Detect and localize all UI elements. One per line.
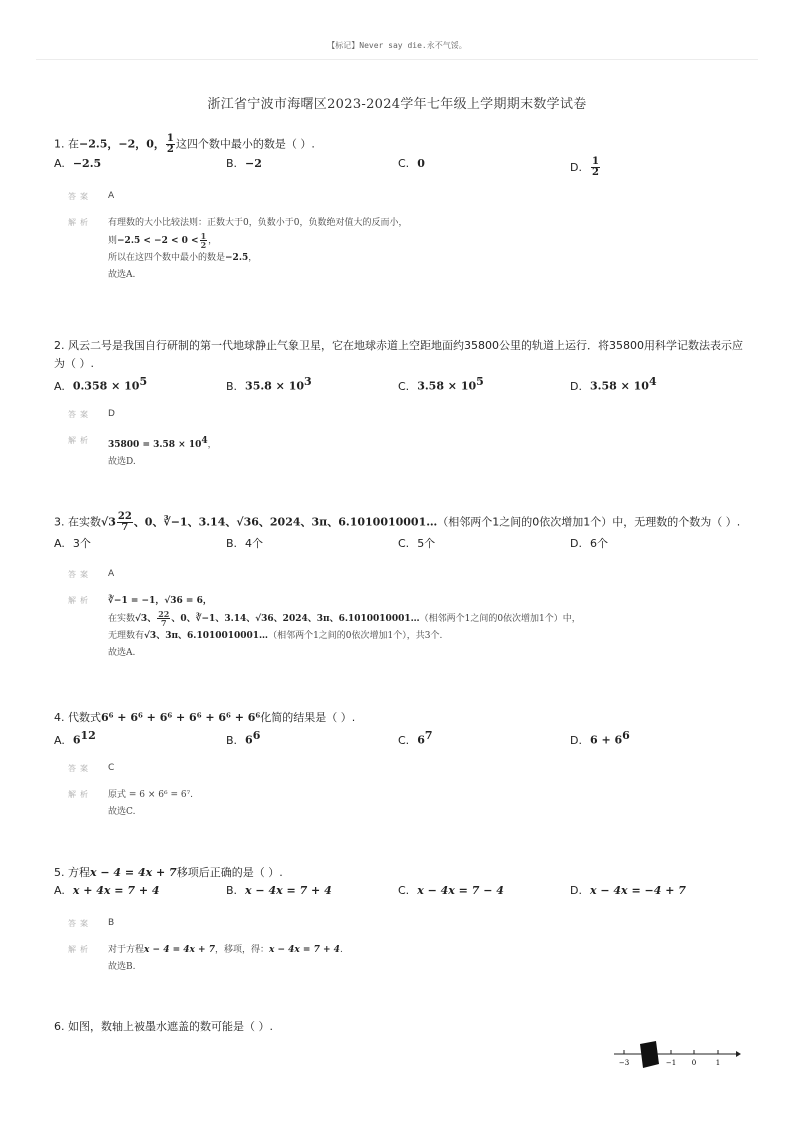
fraction: $\frac{1}{2}$: [166, 133, 174, 155]
option-d[interactable]: D. $3.58 \times 10^4$: [570, 375, 657, 393]
answer-label: 答案: [68, 764, 92, 773]
option-c[interactable]: C. 5个: [398, 537, 436, 550]
explanation-label: 解析: [68, 945, 92, 954]
option-b[interactable]: B. 4个: [226, 537, 264, 550]
option-a[interactable]: A. x + 4x = 7 + 4: [54, 884, 160, 897]
explanation: 解析 $35800 = 3.58 \times 10^4$， 故选D.: [68, 436, 217, 467]
question-4: [54, 709, 754, 821]
explanation-label: 解析: [68, 596, 92, 605]
option-b[interactable]: B. $35.8 \times 10^3$: [226, 375, 312, 393]
option-b[interactable]: B. x − 4x = 7 + 4: [226, 884, 332, 897]
option-d[interactable]: D. $\frac{1}{2}$: [570, 156, 599, 178]
page-title: 浙江省宁波市海曙区2023-2024学年七年级上学期期末数学试卷: [207, 97, 587, 112]
arrow-right-icon: [736, 1051, 741, 1057]
explanation: 解析 有理数的大小比较法则：正数大于0，负数小于0，负数绝对值大的反而小， 则−2.5 < −2 < 0 < $\frac{1}{2}$ ， 所以在这四个数中最小的数是−2.5， 故选A.: [68, 218, 408, 280]
explanation-label: 解析: [68, 436, 92, 445]
options-row: [54, 535, 754, 555]
option-a[interactable]: A. $6^{12}$: [54, 729, 96, 747]
question-stem: 2. 风云二号是我国自行研制的第一代地球静止气象卫星，它在地球赤道上空距地面约35800公里的轨道上运行．将35800用科学记数法表示应为（ ）.: [54, 339, 743, 370]
question-stem: 1. 在−2.5，−2，0， $\frac{1}{2}$ 这四个数中最小的数是（ ）.: [54, 133, 315, 155]
header-divider: [36, 59, 758, 60]
question-stem: 6. 如图，数轴上被墨水遮盖的数可能是（ ）.: [54, 1020, 273, 1033]
answer-label: 答案: [68, 570, 92, 579]
question-2: [54, 337, 754, 471]
answer-label: 答案: [68, 192, 92, 201]
explanation: 解析 ∛−1 = −1，√36 = 6， 在实数√3、 $\frac{22}{7}$ 、0、∛−1、3.14、√36、2024、3π、6.1010010001…（相邻两个1之间的0依次增加1个）中， 无理数有√3、3π、6.1010010001…（相邻两个1之间的0依次增加1个），共3个. 故选A.: [68, 596, 581, 658]
option-c[interactable]: C. $6^7$: [398, 729, 433, 747]
options-row: [54, 375, 754, 395]
option-d[interactable]: D. 6个: [570, 537, 608, 550]
option-b[interactable]: B. $6^6$: [226, 729, 261, 747]
options-row: [54, 157, 754, 177]
option-c[interactable]: C. 0: [398, 157, 425, 170]
question-stem: 5. 方程x − 4 = 4x + 7移项后正确的是（ ）.: [54, 866, 283, 879]
option-a[interactable]: A. $0.358 \times 10^5$: [54, 375, 148, 393]
option-d[interactable]: D. x − 4x = −4 + 7: [570, 884, 686, 897]
explanation: 解析 对于方程x − 4 = 4x + 7，移项，得：x − 4x = 7 + 4. 故选B.: [68, 945, 343, 972]
axis-label: −3: [618, 1059, 630, 1067]
answer-value: D: [108, 409, 115, 419]
answer-label: 答案: [68, 919, 92, 928]
ink-blot: [640, 1041, 659, 1068]
option-c[interactable]: C. x − 4x = 7 − 4: [398, 884, 504, 897]
explanation-label: 解析: [68, 218, 92, 227]
explanation: 解析 原式 = 6 × 6⁶ = 6⁷. 故选C.: [68, 790, 194, 817]
option-c[interactable]: C. $3.58 \times 10^5$: [398, 375, 484, 393]
answer-value: B: [108, 918, 115, 928]
answer-label: 答案: [68, 410, 92, 419]
option-a[interactable]: A. 3个: [54, 537, 91, 550]
answer-value: C: [108, 763, 115, 773]
header-motto: 【标记】Never say die.永不气馁。: [327, 41, 467, 50]
question-5: [54, 864, 754, 976]
option-b[interactable]: B. −2: [226, 157, 262, 170]
answer-row: [54, 409, 754, 427]
answer-row: [54, 569, 754, 587]
axis-label: 0: [691, 1059, 697, 1067]
answer-value: A: [108, 191, 115, 201]
answer-row: [54, 191, 754, 209]
options-row: [54, 729, 754, 749]
number-line-figure: [612, 1038, 742, 1072]
question-3: [54, 512, 754, 662]
options-row: [54, 884, 754, 904]
answer-row: [54, 763, 754, 781]
answer-value: A: [108, 569, 115, 579]
question-stem: 4. 代数式6⁶ + 6⁶ + 6⁶ + 6⁶ + 6⁶ + 6⁶化简的结果是（ ）.: [54, 711, 356, 724]
question-6: [54, 1018, 754, 1036]
answer-row: [54, 918, 754, 936]
axis-label: −1: [665, 1059, 677, 1067]
explanation-label: 解析: [68, 790, 92, 799]
question-stem: 3. 在实数√3 $\frac{22}{7}$ 、0、∛−1、3.14、√36、2024、3π、6.1010010001…（相邻两个1之间的0依次增加1个）中，无理数的个数为（ ）.: [54, 511, 741, 533]
question-1: [54, 134, 754, 284]
axis-label: 1: [715, 1059, 721, 1067]
option-a[interactable]: A. −2.5: [54, 157, 102, 170]
option-d[interactable]: D. $6 + 6^6$: [570, 729, 630, 747]
